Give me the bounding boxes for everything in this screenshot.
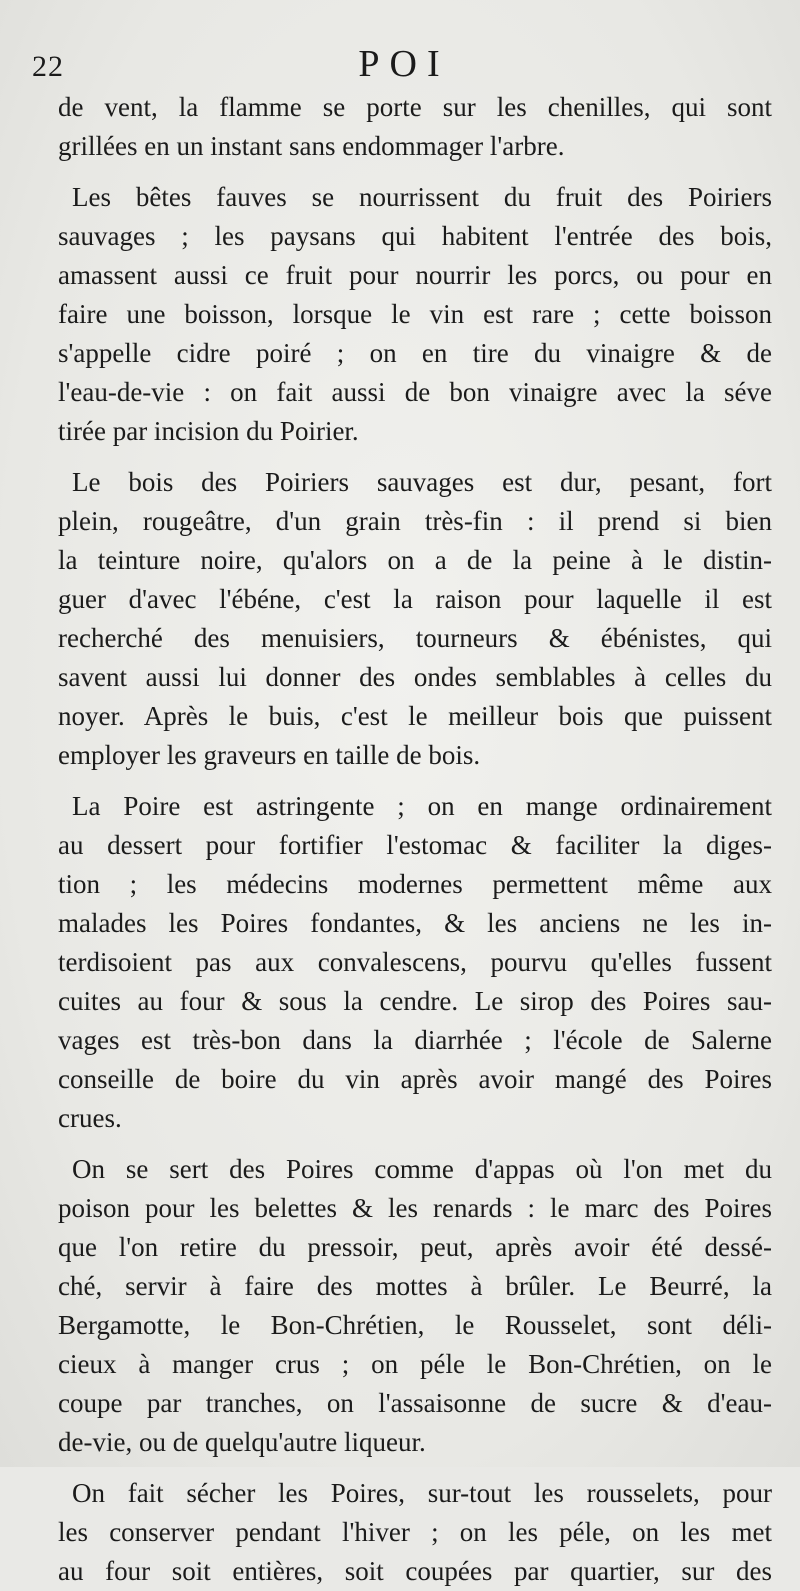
- page-number: 22: [32, 50, 64, 83]
- text-line: Bergamotte, le Bon-Chrétien, le Rousselet, sont déli-: [58, 1310, 772, 1340]
- text-line: cieux à manger crus ; on péle le Bon-Chrétien, on le: [58, 1349, 772, 1379]
- text-line: les conserver pendant l'hiver ; on les péle, on les met: [58, 1517, 772, 1547]
- text-line: noyer. Après le buis, c'est le meilleur bois que puissent: [58, 701, 772, 731]
- text-line: ché, servir à faire des mottes à brûler. Le Beurré, la: [58, 1271, 772, 1301]
- body-text: [58, 88, 772, 1591]
- text-line: que l'on retire du pressoir, peut, après avoir été dessé-: [58, 1232, 772, 1262]
- text-line: coupe par tranches, on l'assaisonne de sucre & d'eau-: [58, 1388, 772, 1418]
- text-line: On se sert des Poires comme d'appas où l'on met du: [72, 1154, 772, 1184]
- text-line: plein, rougeâtre, d'un grain très-fin : il prend si bien: [58, 506, 772, 536]
- text-line: au four soit entières, soit coupées par quartier, sur des: [58, 1556, 772, 1586]
- page-header: [30, 40, 778, 88]
- text-line: de-vie, ou de quelqu'autre liqueur.: [58, 1427, 426, 1457]
- text-line: conseille de boire du vin après avoir mangé des Poires: [58, 1064, 772, 1094]
- text-line: sauvages ; les paysans qui habitent l'entrée des bois,: [58, 221, 772, 251]
- running-head: POI: [358, 43, 450, 85]
- text-line: vages est très-bon dans la diarrhée ; l'école de Salerne: [58, 1025, 772, 1055]
- text-line: de vent, la flamme se porte sur les chenilles, qui sont: [58, 92, 772, 122]
- text-line: La Poire est astringente ; on en mange ordinairement: [72, 791, 772, 821]
- text-line: Le bois des Poiriers sauvages est dur, pesant, fort: [72, 467, 772, 497]
- text-line: grillées en un instant sans endommager l'arbre.: [58, 131, 565, 161]
- text-line: s'appelle cidre poiré ; on en tire du vinaigre & de: [58, 338, 772, 368]
- text-line: tirée par incision du Poirier.: [58, 416, 359, 446]
- text-line: cuites au four & sous la cendre. Le sirop des Poires sau-: [58, 986, 772, 1016]
- text-line: faire une boisson, lorsque le vin est rare ; cette boisson: [58, 299, 772, 329]
- text-line: tion ; les médecins modernes permettent même aux: [58, 869, 772, 899]
- text-line: au dessert pour fortifier l'estomac & faciliter la diges-: [58, 830, 772, 860]
- text-line: recherché des menuisiers, tourneurs & ébénistes, qui: [58, 623, 772, 653]
- text-line: amassent aussi ce fruit pour nourrir les porcs, ou pour en: [58, 260, 772, 290]
- text-line: guer d'avec l'ébéne, c'est la raison pour laquelle il est: [58, 584, 772, 614]
- text-line: employer les graveurs en taille de bois.: [58, 740, 481, 770]
- text-line: On fait sécher les Poires, sur-tout les rousselets, pour: [72, 1478, 772, 1508]
- text-line: la teinture noire, qu'alors on a de la peine à le distin-: [58, 545, 772, 575]
- text-line: malades les Poires fondantes, & les anciens ne les in-: [58, 908, 772, 938]
- text-line: l'eau-de-vie : on fait aussi de bon vinaigre avec la séve: [58, 377, 772, 407]
- text-line: Les bêtes fauves se nourrissent du fruit des Poiriers: [72, 182, 772, 212]
- text-line: savent aussi lui donner des ondes semblables à celles du: [58, 662, 772, 692]
- text-line: poison pour les belettes & les renards : le marc des Poires: [58, 1193, 772, 1223]
- text-line: crues.: [58, 1103, 122, 1133]
- text-line: terdisoient pas aux convalescens, pourvu qu'elles fussent: [58, 947, 772, 977]
